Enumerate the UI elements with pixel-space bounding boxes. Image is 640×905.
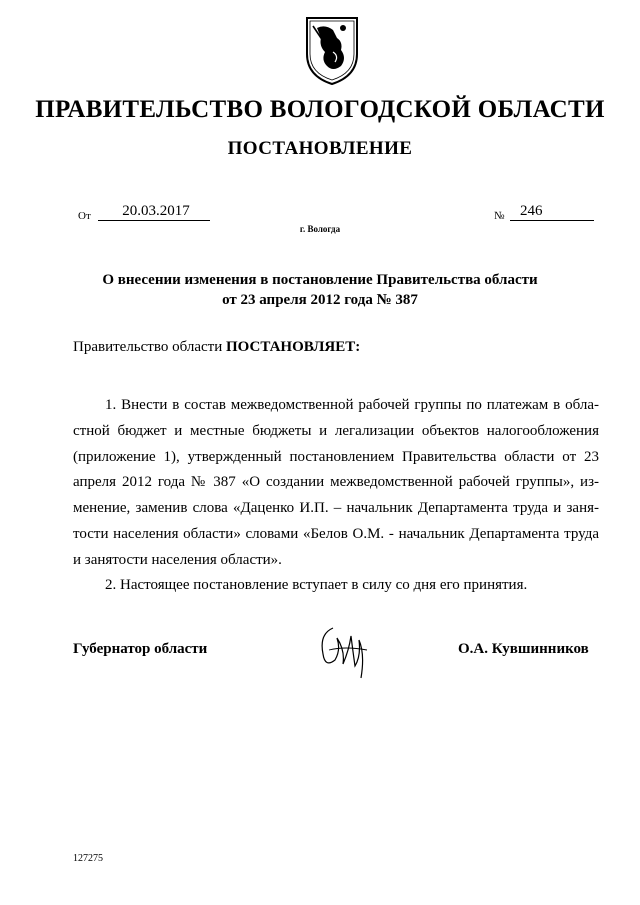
paragraph-line: тости населения области» словами «Белов О.М. - начальник Департамента труда bbox=[73, 525, 599, 542]
signer-title: Губернатор области bbox=[73, 641, 208, 657]
city-name: г. Вологда bbox=[299, 224, 341, 234]
signer-name: О.А. Кувшинников bbox=[458, 641, 589, 657]
paragraph-line: апреля 2012 года № 387 «О создании межведомственной рабочей группы», из- bbox=[73, 474, 599, 491]
document-type: ПОСТАНОВЛЕНИЕ bbox=[227, 138, 413, 159]
handwritten-signature bbox=[315, 620, 375, 680]
paragraph-line: менение, заменив слова «Даценко И.П. – начальник Департамента труда и заня- bbox=[73, 500, 599, 517]
subject-line: от 23 апреля 2012 года № 387 bbox=[222, 292, 418, 308]
paragraph-line: 1. Внести в состав межведомственной рабочей группы по платежам в обла- bbox=[105, 397, 599, 413]
document-code: 127275 bbox=[73, 853, 103, 864]
document-subject bbox=[80, 270, 560, 310]
preamble-emphasis: ПОСТАНОВЛЯЕТ: bbox=[225, 339, 361, 355]
government-title: ПРАВИТЕЛЬСТВО ВОЛОГОДСКОЙ ОБЛАСТИ bbox=[35, 96, 605, 123]
preamble bbox=[73, 339, 360, 356]
paragraph-2: 2. Настоящее постановление вступает в силу со дня его принятия. bbox=[105, 577, 528, 593]
number-label: № bbox=[494, 210, 505, 222]
document-date: 20.03.2017 bbox=[98, 203, 210, 221]
document-number: 246 bbox=[510, 203, 594, 221]
paragraph-line: (приложение 1), утвержденный постановлением Правительства области от 23 bbox=[73, 448, 599, 465]
paragraph-1 bbox=[73, 393, 599, 574]
paragraph-line: и занятости населения области». bbox=[73, 551, 282, 568]
coat-of-arms-emblem bbox=[303, 14, 361, 86]
paragraph-line: стной бюджет и местные бюджеты и легализации объектов налогообложения bbox=[73, 422, 599, 439]
subject-line: О внесении изменения в постановление Правительства области bbox=[102, 272, 538, 288]
preamble-text: Правительство области bbox=[73, 339, 226, 355]
date-label: От bbox=[78, 210, 91, 222]
